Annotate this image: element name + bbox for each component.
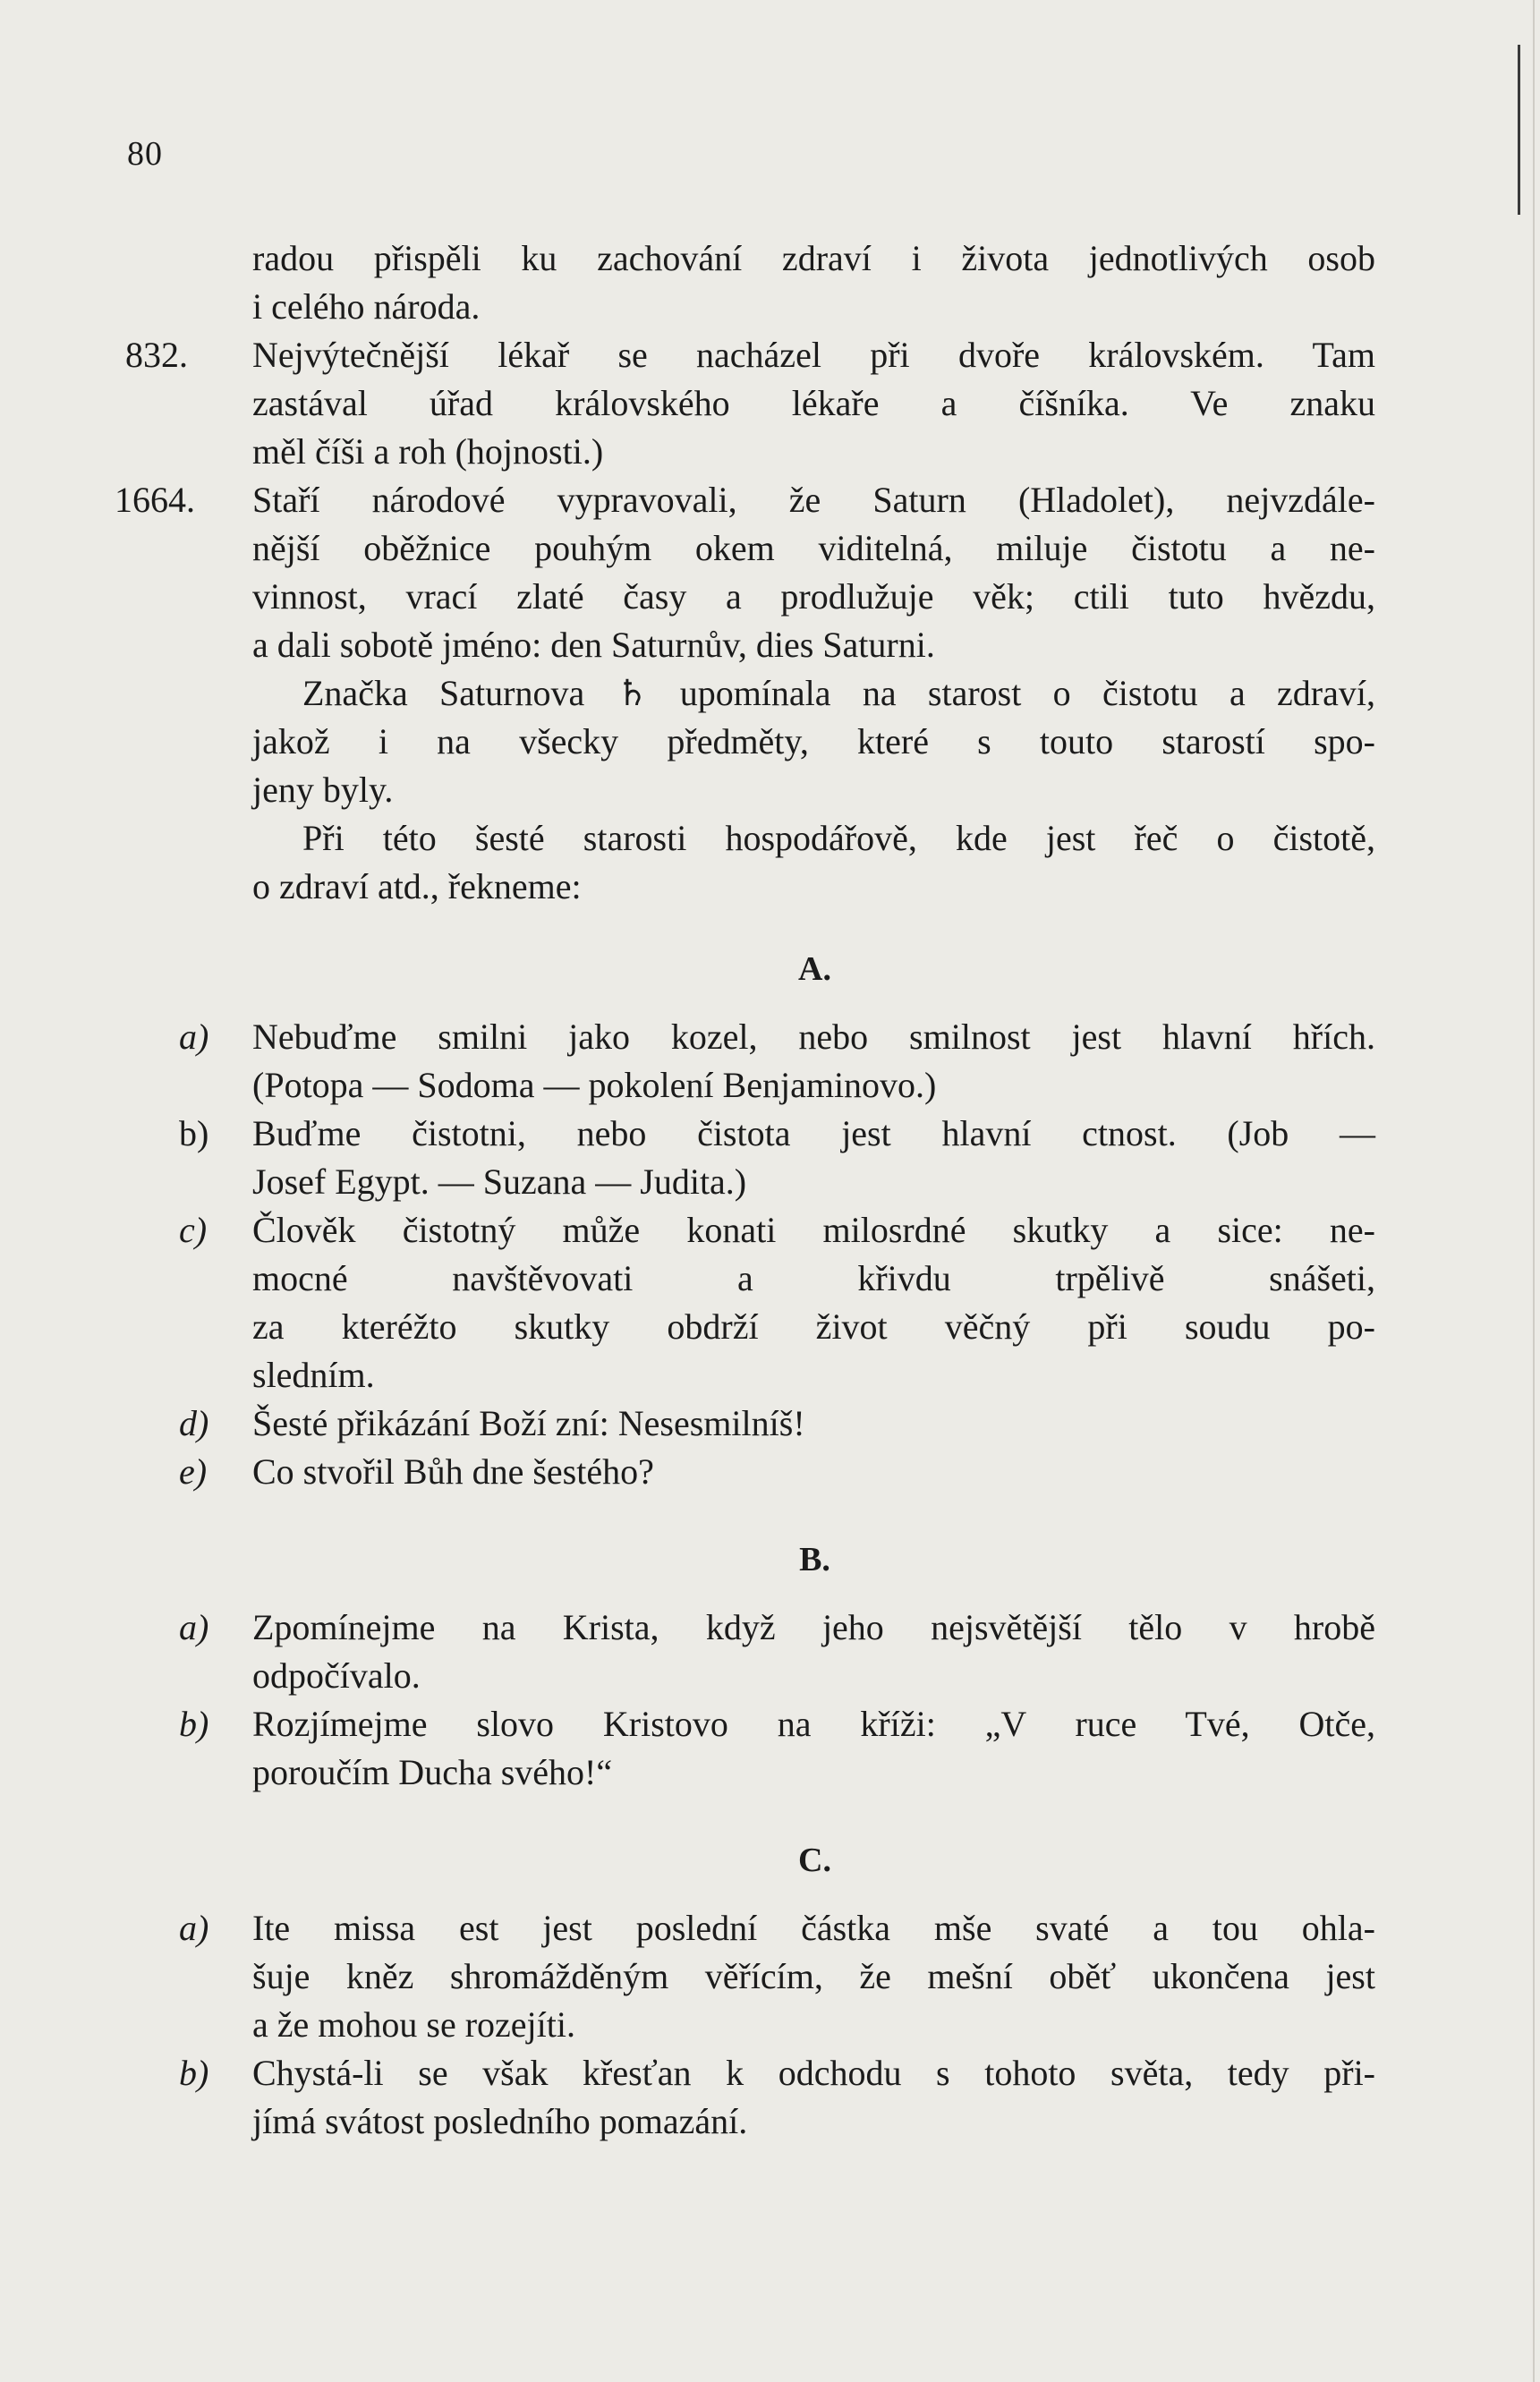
list-item-a-e <box>0 1448 1540 1496</box>
text-line: a dali sobotě jméno: den Saturnův, dies Saturni. <box>252 625 935 665</box>
section-number: 1664. <box>115 480 195 520</box>
text-line: Staří národové vypravovali, že Saturn (Hladolet), nejvzdále- <box>252 480 1375 520</box>
list-marker: b) <box>179 1704 209 1744</box>
text-line: poroučím Ducha svého!“ <box>252 1752 613 1792</box>
text-line: Značka Saturnova ♄ upomínala na starost o čistotu a zdraví, <box>302 673 1375 713</box>
text-line: odpočívalo. <box>252 1655 421 1696</box>
section-number: 832. <box>125 335 188 375</box>
text-line: Rozjímejme slovo Kristovo na kříži: „V ruce Tvé, Otče, <box>252 1704 1375 1744</box>
text-line: zastával úřad královského lékaře a číšníka. Ve znaku <box>252 383 1375 423</box>
text-line: měl číši a roh (hojnosti.) <box>252 431 604 472</box>
text-line: Nebuďme smilni jako kozel, nebo smilnost jest hlavní hřích. <box>252 1017 1375 1057</box>
text-line: vinnost, vrací zlaté časy a prodlužuje věk; ctili tuto hvězdu, <box>252 576 1375 617</box>
text-line: (Potopa — Sodoma — pokolení Benjaminovo.) <box>252 1065 937 1105</box>
text-line: jeny byly. <box>252 770 394 810</box>
text-line: šuje kněz shromážděným věřícím, že mešní oběť ukončena jest <box>252 1956 1375 1996</box>
list-item-b-a <box>0 1604 1540 1700</box>
list-item-a-d <box>0 1399 1540 1448</box>
paragraph-1664 <box>0 476 1540 911</box>
text-line: Josef Egypt. — Suzana — Judita.) <box>252 1161 747 1202</box>
list-item-b-b <box>0 1700 1540 1797</box>
text-line: Šesté přikázání Boží zní: Nesesmilníš! <box>252 1403 805 1443</box>
text-line: jakož i na všecky předměty, které s touto starostí spo- <box>252 721 1375 761</box>
text-line: Nejvýtečnější lékař se nacházel při dvoře královském. Tam <box>252 335 1375 375</box>
text-line: o zdraví atd., řekneme: <box>252 866 582 906</box>
text-line: Buďme čistotni, nebo čistota jest hlavní ctnost. (Job — <box>252 1113 1375 1153</box>
list-marker: b) <box>179 2053 209 2093</box>
list-marker: e) <box>179 1451 208 1492</box>
text-line: za kteréžto skutky obdrží život věčný při soudu po- <box>252 1306 1375 1347</box>
section-heading-a: A. <box>798 950 831 988</box>
text-line: Co stvořil Bůh dne šestého? <box>252 1451 654 1492</box>
text-line: nější oběžnice pouhým okem viditelná, miluje čistotu a ne- <box>252 528 1375 568</box>
page-body <box>0 234 1540 2146</box>
list-item-c-a <box>0 1904 1540 2049</box>
list-item-a-a <box>0 1013 1540 1110</box>
text-line: sledním. <box>252 1355 375 1395</box>
text-line: Člověk čistotný může konati milosrdné skutky a sice: ne- <box>252 1210 1375 1250</box>
list-marker: c) <box>179 1210 208 1250</box>
text-line: Ite missa est jest poslední částka mše svaté a tou ohla- <box>252 1908 1375 1948</box>
text-line: Chystá-li se však křesťan k odchodu s tohoto světa, tedy při- <box>252 2053 1375 2093</box>
text-line: a že mohou se rozejíti. <box>252 2004 575 2045</box>
page-edge-mark <box>1518 45 1520 215</box>
text-line: radou přispěli ku zachování zdraví i života jednotlivých osob <box>252 238 1375 278</box>
list-marker: a) <box>179 1017 209 1057</box>
list-marker: a) <box>179 1607 209 1647</box>
page-number: 80 <box>127 135 163 173</box>
paragraph-832 <box>0 331 1540 476</box>
list-marker: b) <box>179 1113 209 1153</box>
list-marker: d) <box>179 1403 209 1443</box>
text-line: i celého národa. <box>252 286 481 327</box>
text-line: jímá svátost posledního pomazání. <box>252 2101 748 2141</box>
text-line: Zpomínejme na Krista, když jeho nejsvětější tělo v hrobě <box>252 1607 1375 1647</box>
paragraph-intro <box>0 234 1540 331</box>
list-marker: a) <box>179 1908 209 1948</box>
section-heading-b: B. <box>799 1541 830 1578</box>
text-line: mocné navštěvovati a křivdu trpělivě snášeti, <box>252 1258 1375 1298</box>
section-heading-c: C. <box>798 1842 831 1879</box>
list-item-c-b <box>0 2049 1540 2146</box>
list-item-a-c <box>0 1206 1540 1399</box>
text-line: Při této šesté starosti hospodářově, kde jest řeč o čistotě, <box>302 818 1375 858</box>
list-item-a-b <box>0 1110 1540 1206</box>
